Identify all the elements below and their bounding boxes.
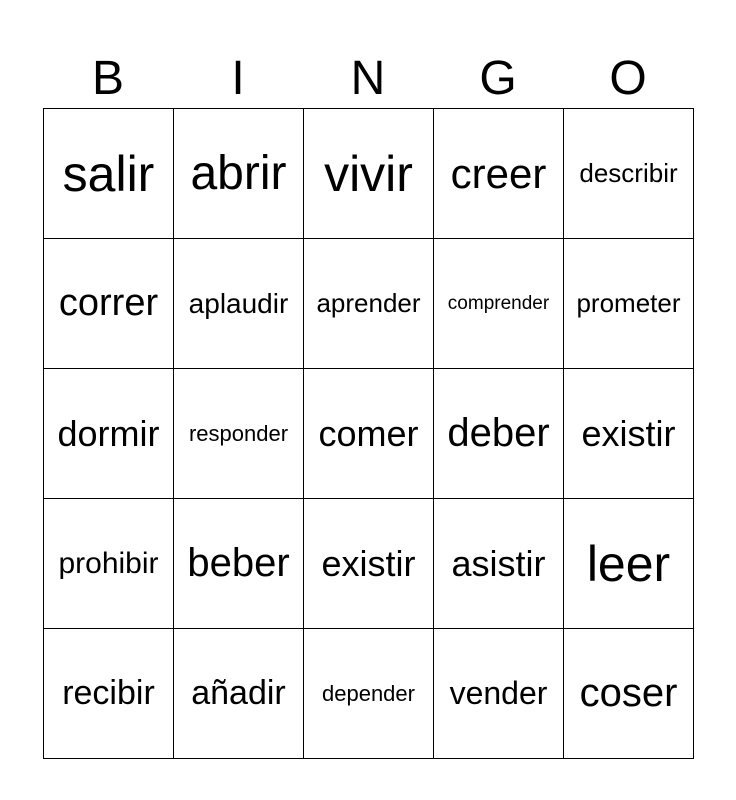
bingo-cell[interactable]: comprender <box>434 239 564 369</box>
header-letter-n: N <box>350 52 386 105</box>
bingo-cell[interactable]: asistir <box>434 499 564 629</box>
bingo-cell[interactable]: correr <box>44 239 174 369</box>
header-letter-g: G <box>479 52 517 105</box>
bingo-header <box>43 42 694 108</box>
bingo-cell[interactable]: añadir <box>174 629 304 759</box>
bingo-cell[interactable]: beber <box>174 499 304 629</box>
bingo-cell[interactable]: depender <box>304 629 434 759</box>
bingo-cell[interactable]: salir <box>44 109 174 239</box>
header-letter-o: O <box>609 52 647 105</box>
bingo-cell[interactable]: aplaudir <box>174 239 304 369</box>
bingo-cell[interactable]: prometer <box>564 239 694 369</box>
header-letter-b: B <box>91 52 124 105</box>
bingo-cell[interactable]: describir <box>564 109 694 239</box>
header-letter-i: I <box>231 52 245 105</box>
bingo-cell[interactable]: prohibir <box>44 499 174 629</box>
bingo-cell[interactable]: coser <box>564 629 694 759</box>
bingo-cell[interactable]: vender <box>434 629 564 759</box>
bingo-cell[interactable]: comer <box>304 369 434 499</box>
bingo-grid <box>43 108 694 759</box>
bingo-cell[interactable]: responder <box>174 369 304 499</box>
bingo-cell[interactable]: existir <box>304 499 434 629</box>
bingo-cell[interactable]: abrir <box>174 109 304 239</box>
bingo-cell[interactable]: existir <box>564 369 694 499</box>
bingo-card <box>43 42 694 759</box>
bingo-cell[interactable]: vivir <box>304 109 434 239</box>
bingo-cell[interactable]: deber <box>434 369 564 499</box>
bingo-cell[interactable]: dormir <box>44 369 174 499</box>
bingo-cell[interactable]: aprender <box>304 239 434 369</box>
bingo-cell[interactable]: recibir <box>44 629 174 759</box>
bingo-cell[interactable]: leer <box>564 499 694 629</box>
bingo-cell[interactable]: creer <box>434 109 564 239</box>
